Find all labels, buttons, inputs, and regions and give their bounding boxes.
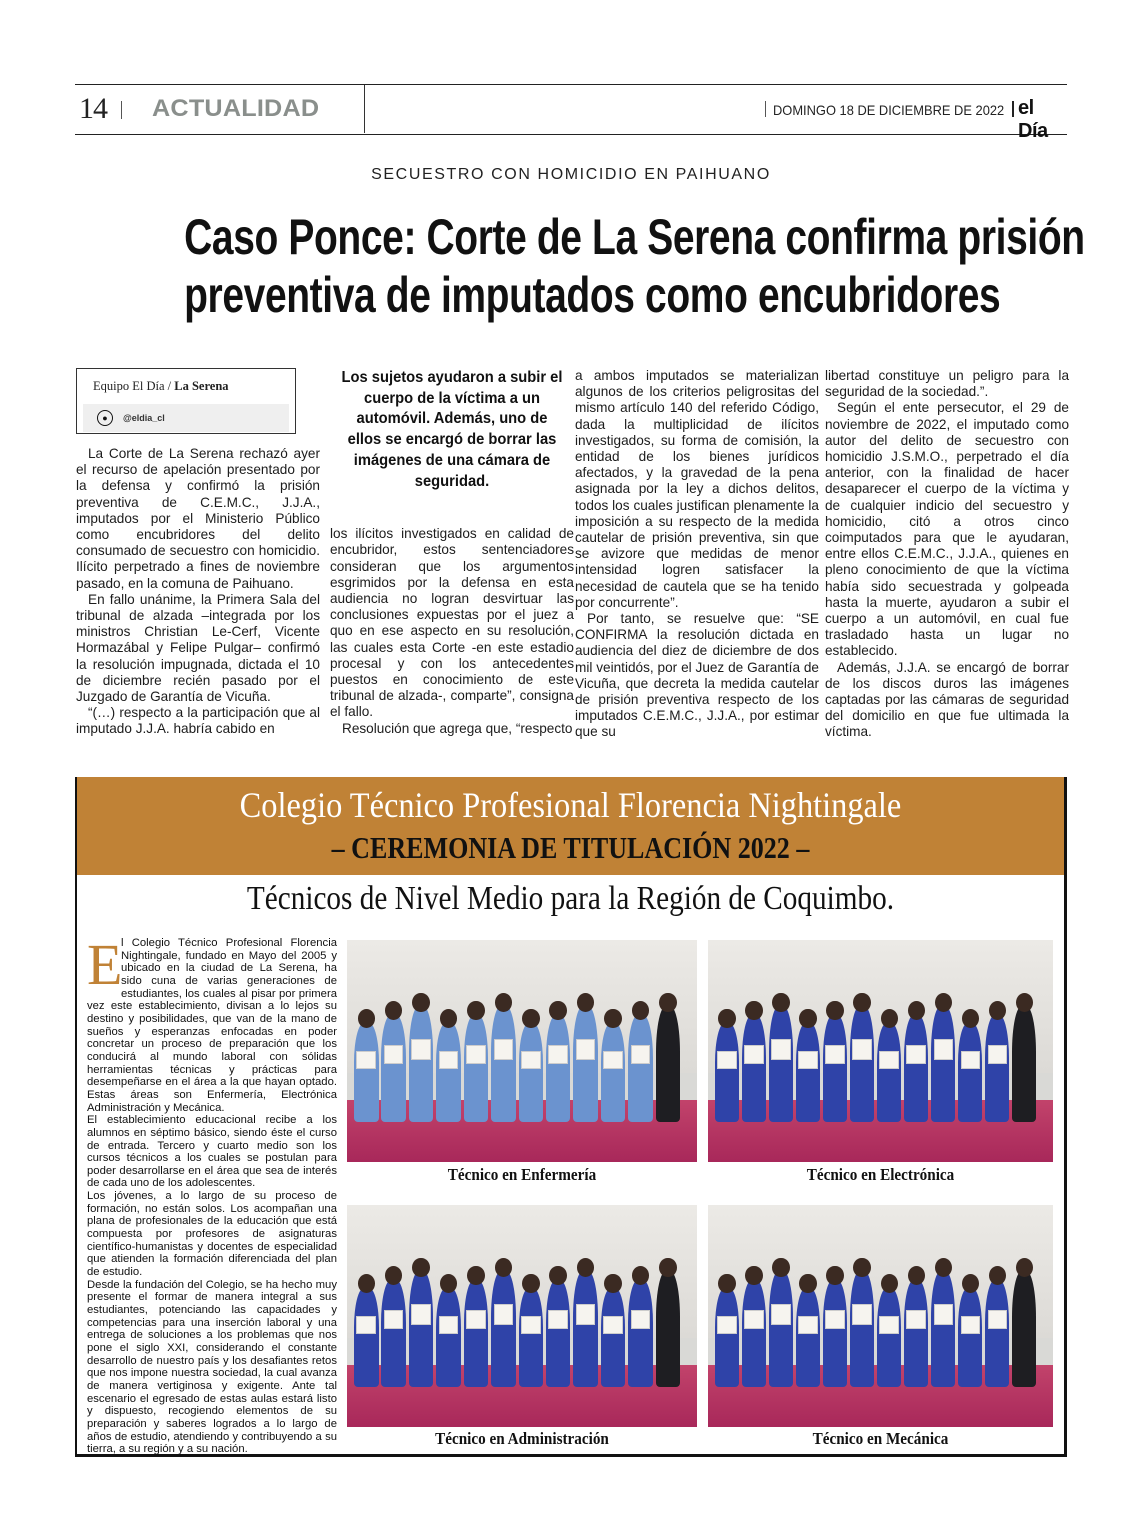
- photo-diploma: [934, 1039, 953, 1060]
- photo-diploma: [744, 1045, 763, 1064]
- page-number: 14: [79, 92, 107, 125]
- photo-figure-head: [718, 1009, 735, 1028]
- photo-figure-head: [1016, 993, 1033, 1012]
- paragraph: Resolución que agrega que, “respecto: [342, 720, 573, 736]
- photo-figure: [519, 1288, 544, 1387]
- photo-figure-head: [989, 1266, 1006, 1285]
- twitter-handle[interactable]: @eldia_cl: [123, 412, 165, 423]
- photo-figure-head: [826, 1001, 843, 1020]
- paragraph: los ilícitos investigados en calidad de encubridor, estos sentenciadores consideran que los argumentos esgrimidos por la defensa en esta audiencia no logran desvirtuar las conclusiones expuestas por el juez a quo en ese aspecto en su resolución, las cuales esta Corte -en este estadio procesal y con los antecedentes puestos en conocimiento de este tribunal de alzada-, comparte”, consigna el fallo.: [330, 526, 574, 720]
- photo-caption: Técnico en Enfermería: [447, 1165, 597, 1184]
- photo-diploma: [879, 1316, 898, 1334]
- photo-diploma: [744, 1310, 763, 1329]
- issue-date: DOMINGO 18 DE DICIEMBRE DE 2022: [773, 102, 1005, 118]
- photo-figure-head: [604, 1274, 622, 1293]
- photo-diploma: [356, 1051, 376, 1069]
- photo-figure-head: [412, 1258, 430, 1277]
- photo-figure: [436, 1023, 461, 1122]
- photo-figure: [381, 1280, 406, 1387]
- photo-figure: [769, 1271, 793, 1387]
- headline-line: preventiva de imputados como encubridores: [184, 267, 1001, 323]
- photo-figure-head: [935, 993, 952, 1012]
- photo-diploma: [988, 1045, 1007, 1064]
- photo-figure-head: [772, 993, 789, 1012]
- pull-quote: Los sujetos ayudaron a subir el cuerpo de la víctima a un automóvil. Además, uno de ellos se encargó de borrar las imágenes de una cámara de seguridad.: [341, 369, 563, 490]
- photo-figure: [796, 1023, 820, 1122]
- byline: [77, 369, 295, 404]
- article-column-4: [825, 368, 1069, 741]
- photo-figure-head: [772, 1258, 789, 1277]
- ad-paragraph: Desde la fundación del Colegio, se ha hecho muy presente el formar de manera integral a sus estudiantes, potenciando las capacidades y competencias para una inserción laboral y una entrega de soluciones a los problemas que nos pone el siglo XXI, considerando el constante desarrollo de nuestro país y los desafiantes retos que nos impone nuestra sociedad, la cual avanza de manera vertiginosa y exigente. Ante tal escenario el egresado de estas aulas estará listo y dispuesto, recogiendo elementos de su preparación y saberes logrados a lo largo de años de estudio, atendiendo y contribuyendo a su tierra, a su región y a su nación.: [87, 1278, 337, 1456]
- photo-diploma: [356, 1316, 376, 1334]
- article-column-2: [330, 368, 574, 737]
- photo-diploma: [384, 1045, 404, 1064]
- photo-diploma: [494, 1039, 514, 1060]
- photo-enfermeria: [347, 940, 697, 1162]
- photo-figure-head: [908, 1266, 925, 1285]
- photo-figure-head: [853, 993, 870, 1012]
- photo-figure-head: [467, 1001, 485, 1020]
- photo-figure: [1012, 1006, 1036, 1122]
- photo-figure: [354, 1023, 379, 1122]
- photo-figure: [931, 1271, 955, 1387]
- ad-subtitle: – CEREMONIA DE TITULACIÓN 2022 –: [331, 830, 810, 865]
- photo-figure: [409, 1006, 434, 1122]
- photo-diploma: [961, 1316, 980, 1334]
- drop-cap: E: [87, 932, 123, 997]
- photo-figure: [985, 1280, 1009, 1387]
- ad-tagline: Técnicos de Nivel Medio para la Región de Coquimbo.: [246, 880, 895, 917]
- photo-administracion: [347, 1205, 697, 1427]
- photo-figure: [823, 1280, 847, 1387]
- photo-figure-head: [549, 1266, 567, 1285]
- divider: [765, 101, 766, 117]
- photo-figure: [877, 1023, 901, 1122]
- photo-diploma: [384, 1310, 404, 1329]
- photo-figure: [796, 1288, 820, 1387]
- photo-diploma: [576, 1304, 596, 1325]
- twitter-icon: ●: [97, 410, 113, 426]
- photo-figure: [656, 1271, 681, 1387]
- photo-figure: [742, 1280, 766, 1387]
- photo-figure: [409, 1271, 434, 1387]
- photo-diploma: [521, 1051, 541, 1069]
- photo-diploma: [717, 1051, 736, 1069]
- article-headline: [75, 208, 1085, 324]
- photo-figure-head: [412, 993, 430, 1012]
- photo-group: [708, 984, 1053, 1122]
- photo-diploma: [798, 1316, 817, 1334]
- photo-figure-head: [935, 1258, 952, 1277]
- photo-figure: [573, 1271, 598, 1387]
- ad-body: [87, 932, 337, 1456]
- photo-figure: [656, 1006, 681, 1122]
- divider: [121, 101, 122, 119]
- photo-figure: [958, 1288, 982, 1387]
- photo-group: [708, 1249, 1053, 1387]
- photo-diploma: [603, 1316, 623, 1334]
- photo-diploma: [934, 1304, 953, 1325]
- photo-figure-head: [659, 1258, 677, 1277]
- photo-figure: [958, 1023, 982, 1122]
- photo-figure-head: [745, 1001, 762, 1020]
- newspaper-logo: el Día: [1018, 97, 1048, 142]
- ad-banner: [77, 777, 1064, 875]
- paragraph: “(…) respecto a la participación que al imputado J.J.A. habría cabido en: [76, 705, 320, 737]
- headline-line: Caso Ponce: Corte de La Serena confirma prisión: [184, 209, 1085, 265]
- social-handle-row: [83, 404, 289, 432]
- photo-diploma: [494, 1304, 514, 1325]
- photo-figure-head: [718, 1274, 735, 1293]
- photo-figure: [877, 1288, 901, 1387]
- article-column-3: [575, 368, 819, 741]
- photo-electronica: [708, 940, 1053, 1162]
- photo-caption: Técnico en Administración: [435, 1429, 609, 1448]
- divider: [1012, 101, 1014, 117]
- paragraph: Según el ente persecutor, el 29 de noviembre de 2022, el imputado como autor del delito de secuestro con homicidio J.S.M.O., perpetrado el día anterior, con la finalidad de hacer desaparecer el cuerpo de la víctima y de cualquier indicio del secuestro y homicidio, citó a otros cinco coimputados para que le ayudaran, entre ellos C.E.M.C., J.J.A., quienes en pleno conocimiento de que la víctima había sido secuestrada y golpeada hasta la muerte, ayudaron a subir el cuerpo a un automóvil, en cual fue trasladado hasta un lugar no establecido.: [825, 400, 1069, 659]
- photo-diploma: [439, 1051, 459, 1069]
- photo-diploma: [411, 1039, 431, 1060]
- photo-diploma: [548, 1310, 568, 1329]
- photo-figure-head: [799, 1274, 816, 1293]
- photo-figure: [628, 1015, 653, 1122]
- photo-figure: [850, 1006, 874, 1122]
- photo-diploma: [603, 1051, 623, 1069]
- page-header: [75, 84, 1067, 142]
- photo-diploma: [631, 1310, 651, 1329]
- photo-figure: [769, 1006, 793, 1122]
- photo-diploma: [631, 1045, 651, 1064]
- article-column-1: [76, 368, 320, 738]
- photo-figure: [985, 1015, 1009, 1122]
- paragraph: La Corte de La Serena rechazó ayer el recurso de apelación presentado por la defensa y confirmó la prisión preventiva de C.E.M.C., J.J.A., imputados por el Ministerio Público como encubridores del delito consumado de secuestro con homicidio. Ilícito perpetrado a fines de noviembre pasado, en la comuna de Paihuano.: [76, 446, 320, 591]
- photo-diploma: [798, 1051, 817, 1069]
- photo-figure: [573, 1006, 598, 1122]
- paragraph: Por tanto, se resuelve que: “SE CONFIRMA la resolución dictada en audiencia del diez de diciembre de dos mil veintidós, por el Juez de Garantía de Vicuña, que decreta la medida cautelar de prisión preventiva respecto de los imputados C.E.M.C., J.J.A., por estimar que su: [575, 611, 819, 740]
- photo-figure: [491, 1271, 516, 1387]
- paragraph: En fallo unánime, la Primera Sala del tribunal de alzada –integrada por los ministros Christian Le-Cerf, Vicente Hormazábal y Felipe Pulgar– confirmó la resolución impugnada, dictada el 10 de diciembre recién pasado por el Juzgado de Garantía de Vicuña.: [76, 591, 320, 705]
- photo-caption: Técnico en Mecánica: [812, 1429, 949, 1448]
- photo-figure: [601, 1023, 626, 1122]
- paragraph: a ambos imputados se materializan algunos de los criterios peligrositas del mismo artículo 140 del referido Código, dada la multiplicidad de ilícitos investigados, su forma de comisión, la entidad de los bienes jurídicos afectados, y la gravedad de la pena asignada por la ley a dichos delitos, todos los cuales justifican plenamente la imposición a su respecto de la medida cautelar de prisión preventiva, sin que se avizore que medidas de menor intensidad logren satisfacer la necesidad de cautela que se ha tenido por concurrente”.: [575, 368, 819, 610]
- photo-figure: [850, 1271, 874, 1387]
- photo-figure: [601, 1288, 626, 1387]
- photo-figure: [546, 1015, 571, 1122]
- photo-diploma: [548, 1045, 568, 1064]
- photo-figure-head: [495, 1258, 513, 1277]
- photo-group: [347, 984, 697, 1122]
- photo-figure: [904, 1015, 928, 1122]
- photo-figure-head: [495, 993, 513, 1012]
- photo-figure: [464, 1280, 489, 1387]
- article-kicker: SECUESTRO CON HOMICIDIO EN PAIHUANO: [371, 166, 771, 183]
- ad-paragraph: [87, 932, 337, 1114]
- photo-figure: [742, 1015, 766, 1122]
- ad-title: Colegio Técnico Profesional Florencia Nightingale: [239, 785, 902, 825]
- photo-mecanica: [708, 1205, 1053, 1427]
- photo-diploma: [961, 1051, 980, 1069]
- photo-figure-head: [549, 1001, 567, 1020]
- photo-diploma: [825, 1045, 844, 1064]
- photo-figure: [931, 1006, 955, 1122]
- photo-figure: [491, 1006, 516, 1122]
- divider: [364, 85, 365, 133]
- photo-figure: [823, 1015, 847, 1122]
- paragraph: Además, J.J.A. se encargó de borrar de los discos duros las imágenes captadas por las cámaras de seguridad del domicilio en que fue ultimada la víctima.: [825, 659, 1069, 740]
- ad-paragraph: El establecimiento educacional recibe a los alumnos en séptimo básico, siendo éste el curso de entrada. Tercero y cuarto medio son los cursos técnicos a los cuales se postulan para poder desarrollarse en el área que sea de interés de cada uno de los adolescentes.: [87, 1114, 337, 1190]
- photo-figure: [519, 1023, 544, 1122]
- photo-figure: [1012, 1271, 1036, 1387]
- photo-figure: [546, 1280, 571, 1387]
- photo-figure-head: [881, 1009, 898, 1028]
- photo-diploma: [852, 1039, 871, 1060]
- photo-diploma: [411, 1304, 431, 1325]
- photo-figure: [464, 1015, 489, 1122]
- photo-figure: [436, 1288, 461, 1387]
- photo-diploma: [825, 1310, 844, 1329]
- photo-figure: [904, 1280, 928, 1387]
- photo-diploma: [466, 1310, 486, 1329]
- photo-diploma: [906, 1045, 925, 1064]
- photo-diploma: [988, 1310, 1007, 1329]
- photo-diploma: [576, 1039, 596, 1060]
- photo-diploma: [466, 1045, 486, 1064]
- byline-box: [76, 368, 296, 434]
- photo-figure-head: [908, 1001, 925, 1020]
- photo-figure-head: [522, 1009, 540, 1028]
- photo-figure: [628, 1280, 653, 1387]
- photo-figure-head: [853, 1258, 870, 1277]
- photo-figure: [715, 1288, 739, 1387]
- ad-paragraph-text: l Colegio Técnico Profesional Florencia Nightingale, fundado en Mayo del 2005 y ubicado en la ciudad de La Serena, ha sido cuna de varias generaciones de estudiantes, los cuales al pisar por primera vez este establecimiento, divisan a lo lejos su destino y posibilidades, que van de la mano de sueños y esperanzas enfocadas en poder concretar un proceso de preparación que los conducirá al mundo laboral con sólidas herramientas técnicas y prácticas para desempeñarse en el área a la que hayan optado. Estas áreas son Enfermería, Electrónica Administración y Mecánica.: [87, 937, 337, 1114]
- photo-figure-head: [467, 1266, 485, 1285]
- photo-diploma: [906, 1310, 925, 1329]
- photo-figure: [354, 1288, 379, 1387]
- photo-figure-head: [604, 1009, 622, 1028]
- photo-diploma: [521, 1316, 541, 1334]
- photo-figure-head: [826, 1266, 843, 1285]
- photo-diploma: [717, 1316, 736, 1334]
- photo-figure-head: [659, 993, 677, 1012]
- byline-location: La Serena: [174, 379, 229, 393]
- photo-caption: Técnico en Electrónica: [806, 1165, 955, 1184]
- ad-paragraph: Los jóvenes, a lo largo de su proceso de formación, no están solos. Los acompañan una plana de profesionales de la educación que está compuesta por profesores de asignaturas científico-humanistas y docentes de especialidad que atienden la formación diferenciada del plan de estudio.: [87, 1190, 337, 1279]
- advertisement: [75, 777, 1067, 1457]
- byline-author: Equipo El Día /: [93, 379, 172, 393]
- section-name: ACTUALIDAD: [152, 95, 320, 122]
- photo-figure-head: [989, 1001, 1006, 1020]
- photo-figure-head: [522, 1274, 540, 1293]
- photo-diploma: [771, 1039, 790, 1060]
- photo-diploma: [879, 1051, 898, 1069]
- paragraph: libertad constituye un peligro para la seguridad de la sociedad.”.: [825, 368, 1069, 400]
- photo-diploma: [771, 1304, 790, 1325]
- photo-figure-head: [577, 1258, 595, 1277]
- photo-group: [347, 1249, 697, 1387]
- photo-diploma: [439, 1316, 459, 1334]
- photo-figure-head: [1016, 1258, 1033, 1277]
- photo-figure: [715, 1023, 739, 1122]
- photo-figure-head: [745, 1266, 762, 1285]
- photo-figure: [381, 1015, 406, 1122]
- photo-figure-head: [881, 1274, 898, 1293]
- photo-diploma: [852, 1304, 871, 1325]
- photo-figure-head: [577, 993, 595, 1012]
- photo-figure-head: [799, 1009, 816, 1028]
